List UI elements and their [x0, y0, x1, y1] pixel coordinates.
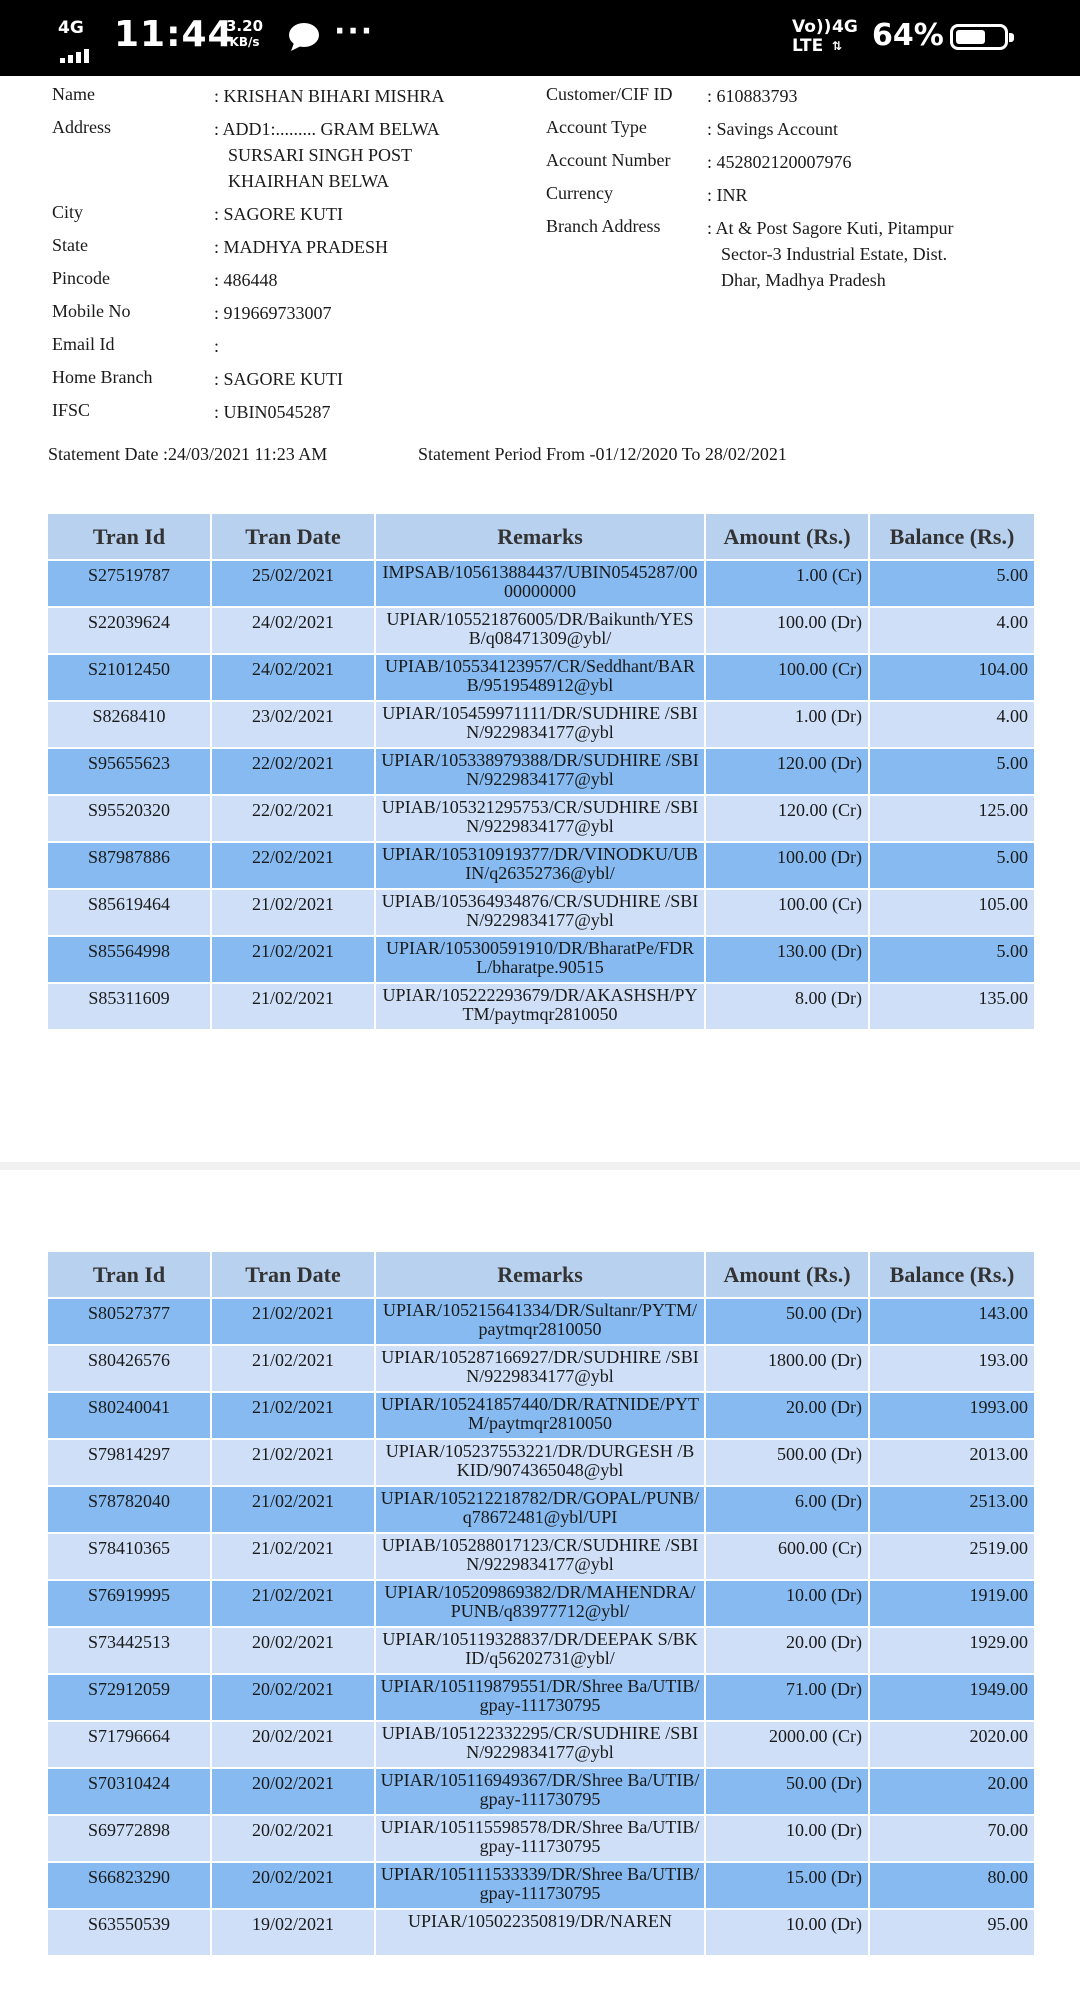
table-row	[48, 1299, 1034, 1344]
balance-cell: 2020.00	[870, 1722, 1034, 1767]
remarks-cell: UPIAB/105288017123/CR/SUDHIRE /SBIN/9229834177@ybl	[376, 1534, 704, 1579]
tran-date-cell: 20/02/2021	[212, 1769, 374, 1814]
network-speed: 3.20 KB/s	[226, 17, 264, 49]
amount-cell: 50.00 (Dr)	[706, 1769, 868, 1814]
tran-date-cell: 20/02/2021	[212, 1675, 374, 1720]
amount-cell: 10.00 (Dr)	[706, 1910, 868, 1955]
amount-cell: 600.00 (Cr)	[706, 1534, 868, 1579]
remarks-cell: UPIAR/105116949367/DR/Shree Ba/UTIB/gpay-111730795	[376, 1769, 704, 1814]
balance-cell: 1929.00	[870, 1628, 1034, 1673]
amount-cell: 100.00 (Dr)	[706, 608, 868, 653]
balance-cell: 5.00	[870, 843, 1034, 888]
tran-id-cell: S85564998	[48, 937, 210, 982]
table-header-row	[48, 1252, 1034, 1297]
transactions-table-page-2	[46, 1250, 1036, 1957]
col-header-remarks: Remarks	[376, 514, 704, 559]
battery-percent: 64%	[872, 18, 944, 53]
city-label: City	[52, 202, 84, 222]
tran-date-cell: 24/02/2021	[212, 608, 374, 653]
tran-date-cell: 20/02/2021	[212, 1628, 374, 1673]
balance-cell: 80.00	[870, 1863, 1034, 1908]
mobile-number: : 919669733007	[214, 303, 332, 323]
mobile-data-icon: 4G ⇅	[832, 17, 858, 53]
tran-date-cell: 21/02/2021	[212, 937, 374, 982]
remarks-cell: UPIAB/105321295753/CR/SUDHIRE /SBIN/9229834177@ybl	[376, 796, 704, 841]
balance-cell: 5.00	[870, 749, 1034, 794]
tran-date-cell: 21/02/2021	[212, 1393, 374, 1438]
remarks-cell: UPIAB/105364934876/CR/SUDHIRE /SBIN/9229834177@ybl	[376, 890, 704, 935]
amount-cell: 20.00 (Dr)	[706, 1628, 868, 1673]
balance-cell: 5.00	[870, 561, 1034, 606]
tran-id-cell: S8268410	[48, 702, 210, 747]
amount-cell: 1800.00 (Dr)	[706, 1346, 868, 1391]
currency: : INR	[707, 185, 748, 205]
customer-name: : KRISHAN BIHARI MISHRA	[214, 86, 445, 106]
home-branch-label: Home Branch	[52, 367, 153, 387]
account-number: : 452802120007976	[707, 152, 852, 172]
tran-id-cell: S72912059	[48, 1675, 210, 1720]
table-row	[48, 1722, 1034, 1767]
tran-id-cell: S22039624	[48, 608, 210, 653]
balance-cell: 143.00	[870, 1299, 1034, 1344]
tran-date-cell: 21/02/2021	[212, 890, 374, 935]
tran-id-cell: S78782040	[48, 1487, 210, 1532]
remarks-cell: UPIAR/105022350819/DR/NAREN	[376, 1910, 704, 1955]
col-header-balance: Balance (Rs.)	[870, 1252, 1034, 1297]
status-bar	[0, 0, 1080, 76]
table-row	[48, 1534, 1034, 1579]
table-row	[48, 984, 1034, 1029]
table-row	[48, 1628, 1034, 1673]
tran-id-cell: S76919995	[48, 1581, 210, 1626]
remarks-cell: UPIAR/105241857440/DR/RATNIDE/PYTM/paytmqr2810050	[376, 1393, 704, 1438]
ifsc: : UBIN0545287	[214, 402, 331, 422]
table-row	[48, 1440, 1034, 1485]
balance-cell: 4.00	[870, 702, 1034, 747]
balance-cell: 5.00	[870, 937, 1034, 982]
table-body	[48, 1299, 1034, 1955]
amount-cell: 1.00 (Cr)	[706, 561, 868, 606]
cif-label: Customer/CIF ID	[546, 84, 673, 104]
remarks-cell: UPIAB/105122332295/CR/SUDHIRE /SBIN/9229834177@ybl	[376, 1722, 704, 1767]
balance-cell: 1949.00	[870, 1675, 1034, 1720]
amount-cell: 71.00 (Dr)	[706, 1675, 868, 1720]
amount-cell: 2000.00 (Cr)	[706, 1722, 868, 1767]
balance-cell: 2013.00	[870, 1440, 1034, 1485]
chat-bubble-icon	[288, 22, 320, 52]
state-label: State	[52, 235, 88, 255]
tran-id-cell: S78410365	[48, 1534, 210, 1579]
tran-id-cell: S95655623	[48, 749, 210, 794]
table-row	[48, 937, 1034, 982]
table-row	[48, 1675, 1034, 1720]
remarks-cell: UPIAR/105287166927/DR/SUDHIRE /SBIN/9229834177@ybl	[376, 1346, 704, 1391]
table-row	[48, 655, 1034, 700]
table-row	[48, 1863, 1034, 1908]
table-row	[48, 1393, 1034, 1438]
tran-date-cell: 20/02/2021	[212, 1863, 374, 1908]
address: : ADD1:......... GRAM BELWA SURSARI SINGH POST KHAIRHAN BELWA	[214, 119, 440, 191]
balance-cell: 1993.00	[870, 1393, 1034, 1438]
balance-cell: 104.00	[870, 655, 1034, 700]
tran-date-cell: 22/02/2021	[212, 749, 374, 794]
city: : SAGORE KUTI	[214, 204, 343, 224]
statement-date: Statement Date :24/03/2021 11:23 AM	[48, 444, 328, 464]
col-header-tran-date: Tran Date	[212, 1252, 374, 1297]
pincode-label: Pincode	[52, 268, 110, 288]
amount-cell: 500.00 (Dr)	[706, 1440, 868, 1485]
table-row	[48, 1769, 1034, 1814]
balance-cell: 125.00	[870, 796, 1034, 841]
remarks-cell: IMPSAB/105613884437/UBIN0545287/0000000000	[376, 561, 704, 606]
remarks-cell: UPIAR/105115598578/DR/Shree Ba/UTIB/gpay-111730795	[376, 1816, 704, 1861]
remarks-cell: UPIAR/105212218782/DR/GOPAL/PUNB/q78672481@ybl/UPI	[376, 1487, 704, 1532]
remarks-cell: UPIAR/105237553221/DR/DURGESH /BKID/9074365048@ybl	[376, 1440, 704, 1485]
balance-cell: 1919.00	[870, 1581, 1034, 1626]
account-type-label: Account Type	[546, 117, 647, 137]
tran-date-cell: 20/02/2021	[212, 1722, 374, 1767]
signal-icon	[58, 18, 106, 58]
tran-date-cell: 21/02/2021	[212, 984, 374, 1029]
col-header-amount: Amount (Rs.)	[706, 514, 868, 559]
tran-id-cell: S85311609	[48, 984, 210, 1029]
email-label: Email Id	[52, 334, 115, 354]
tran-date-cell: 21/02/2021	[212, 1581, 374, 1626]
remarks-cell: UPIAR/105521876005/DR/Baikunth/YESB/q08471309@ybl/	[376, 608, 704, 653]
table-row	[48, 796, 1034, 841]
balance-cell: 4.00	[870, 608, 1034, 653]
transactions-table-page-1	[46, 512, 1036, 1031]
pincode: : 486448	[214, 270, 278, 290]
amount-cell: 100.00 (Dr)	[706, 843, 868, 888]
table-row	[48, 1346, 1034, 1391]
mobile-label: Mobile No	[52, 301, 131, 321]
amount-cell: 130.00 (Dr)	[706, 937, 868, 982]
tran-id-cell: S71796664	[48, 1722, 210, 1767]
table-header-row	[48, 514, 1034, 559]
table-row	[48, 1487, 1034, 1532]
tran-date-cell: 21/02/2021	[212, 1346, 374, 1391]
tran-id-cell: S70310424	[48, 1769, 210, 1814]
remarks-cell: UPIAB/105534123957/CR/Seddhant/BARB/9519548912@ybl	[376, 655, 704, 700]
col-header-amount: Amount (Rs.)	[706, 1252, 868, 1297]
account-number-label: Account Number	[546, 150, 671, 170]
email: :	[214, 336, 220, 356]
table-row	[48, 561, 1034, 606]
col-header-remarks: Remarks	[376, 1252, 704, 1297]
table-row	[48, 608, 1034, 653]
table-row	[48, 843, 1034, 888]
tran-date-cell: 24/02/2021	[212, 655, 374, 700]
remarks-cell: UPIAR/105300591910/DR/BharatPe/FDRL/bharatpe.90515	[376, 937, 704, 982]
amount-cell: 120.00 (Cr)	[706, 796, 868, 841]
col-header-balance: Balance (Rs.)	[870, 514, 1034, 559]
tran-date-cell: 21/02/2021	[212, 1299, 374, 1344]
balance-cell: 70.00	[870, 1816, 1034, 1861]
col-header-tran-date: Tran Date	[212, 514, 374, 559]
tran-id-cell: S85619464	[48, 890, 210, 935]
tran-date-cell: 20/02/2021	[212, 1816, 374, 1861]
amount-cell: 15.00 (Dr)	[706, 1863, 868, 1908]
tran-id-cell: S95520320	[48, 796, 210, 841]
tran-date-cell: 21/02/2021	[212, 1487, 374, 1532]
tran-id-cell: S73442513	[48, 1628, 210, 1673]
balance-cell: 2519.00	[870, 1534, 1034, 1579]
account-type: : Savings Account	[707, 119, 838, 139]
network-type: 4G	[58, 18, 84, 38]
balance-cell: 135.00	[870, 984, 1034, 1029]
remarks-cell: UPIAR/105459971111/DR/SUDHIRE /SBIN/9229834177@ybl	[376, 702, 704, 747]
tran-id-cell: S27519787	[48, 561, 210, 606]
tran-date-cell: 19/02/2021	[212, 1910, 374, 1955]
col-header-tran-id: Tran Id	[48, 1252, 210, 1297]
remarks-cell: UPIAR/105310919377/DR/VINODKU/UBIN/q26352736@ybl/	[376, 843, 704, 888]
amount-cell: 50.00 (Dr)	[706, 1299, 868, 1344]
tran-id-cell: S80240041	[48, 1393, 210, 1438]
amount-cell: 100.00 (Cr)	[706, 890, 868, 935]
tran-date-cell: 22/02/2021	[212, 843, 374, 888]
tran-date-cell: 21/02/2021	[212, 1440, 374, 1485]
tran-id-cell: S79814297	[48, 1440, 210, 1485]
tran-date-cell: 25/02/2021	[212, 561, 374, 606]
amount-cell: 6.00 (Dr)	[706, 1487, 868, 1532]
remarks-cell: UPIAR/105215641334/DR/Sultanr/PYTM/paytmqr2810050	[376, 1299, 704, 1344]
amount-cell: 8.00 (Dr)	[706, 984, 868, 1029]
statement-period: Statement Period From -01/12/2020 To 28/02/2021	[418, 444, 787, 464]
balance-cell: 20.00	[870, 1769, 1034, 1814]
volte-icon: Vo)) LTE	[792, 17, 832, 56]
tran-date-cell: 21/02/2021	[212, 1534, 374, 1579]
balance-cell: 2513.00	[870, 1487, 1034, 1532]
tran-date-cell: 23/02/2021	[212, 702, 374, 747]
battery-icon	[950, 24, 1008, 50]
remarks-cell: UPIAR/105111533339/DR/Shree Ba/UTIB/gpay-111730795	[376, 1863, 704, 1908]
more-notifications-icon: ···	[334, 14, 375, 49]
state: : MADHYA PRADESH	[214, 237, 389, 257]
amount-cell: 10.00 (Dr)	[706, 1816, 868, 1861]
tran-id-cell: S66823290	[48, 1863, 210, 1908]
table-row	[48, 1581, 1034, 1626]
table-row	[48, 1910, 1034, 1955]
branch-address: : At & Post Sagore Kuti, Pitampur Sector-3 Industrial Estate, Dist. Dhar, Madhya Pradesh	[707, 218, 954, 290]
tran-id-cell: S80527377	[48, 1299, 210, 1344]
page-separator	[0, 1162, 1080, 1170]
tran-id-cell: S80426576	[48, 1346, 210, 1391]
remarks-cell: UPIAR/105222293679/DR/AKASHSH/PYTM/paytmqr2810050	[376, 984, 704, 1029]
amount-cell: 1.00 (Dr)	[706, 702, 868, 747]
table-row	[48, 1816, 1034, 1861]
balance-cell: 105.00	[870, 890, 1034, 935]
remarks-cell: UPIAR/105119328837/DR/DEEPAK S/BKID/q56202731@ybl/	[376, 1628, 704, 1673]
table-row	[48, 890, 1034, 935]
address-label: Address	[52, 117, 111, 137]
table-body	[48, 561, 1034, 1029]
remarks-cell: UPIAR/105338979388/DR/SUDHIRE /SBIN/9229834177@ybl	[376, 749, 704, 794]
tran-date-cell: 22/02/2021	[212, 796, 374, 841]
balance-cell: 193.00	[870, 1346, 1034, 1391]
ifsc-label: IFSC	[52, 400, 91, 420]
clock: 11:44	[114, 14, 234, 55]
remarks-cell: UPIAR/105209869382/DR/MAHENDRA/PUNB/q83977712@ybl/	[376, 1581, 704, 1626]
currency-label: Currency	[546, 183, 613, 203]
branch-address-label: Branch Address	[546, 216, 661, 236]
amount-cell: 10.00 (Dr)	[706, 1581, 868, 1626]
amount-cell: 20.00 (Dr)	[706, 1393, 868, 1438]
amount-cell: 100.00 (Cr)	[706, 655, 868, 700]
tran-id-cell: S63550539	[48, 1910, 210, 1955]
tran-id-cell: S69772898	[48, 1816, 210, 1861]
table-row	[48, 749, 1034, 794]
name-label: Name	[52, 84, 95, 104]
amount-cell: 120.00 (Dr)	[706, 749, 868, 794]
cif-id: : 610883793	[707, 86, 798, 106]
home-branch: : SAGORE KUTI	[214, 369, 343, 389]
table-row	[48, 702, 1034, 747]
balance-cell: 95.00	[870, 1910, 1034, 1955]
tran-id-cell: S87987886	[48, 843, 210, 888]
tran-id-cell: S21012450	[48, 655, 210, 700]
remarks-cell: UPIAR/105119879551/DR/Shree Ba/UTIB/gpay-111730795	[376, 1675, 704, 1720]
col-header-tran-id: Tran Id	[48, 514, 210, 559]
